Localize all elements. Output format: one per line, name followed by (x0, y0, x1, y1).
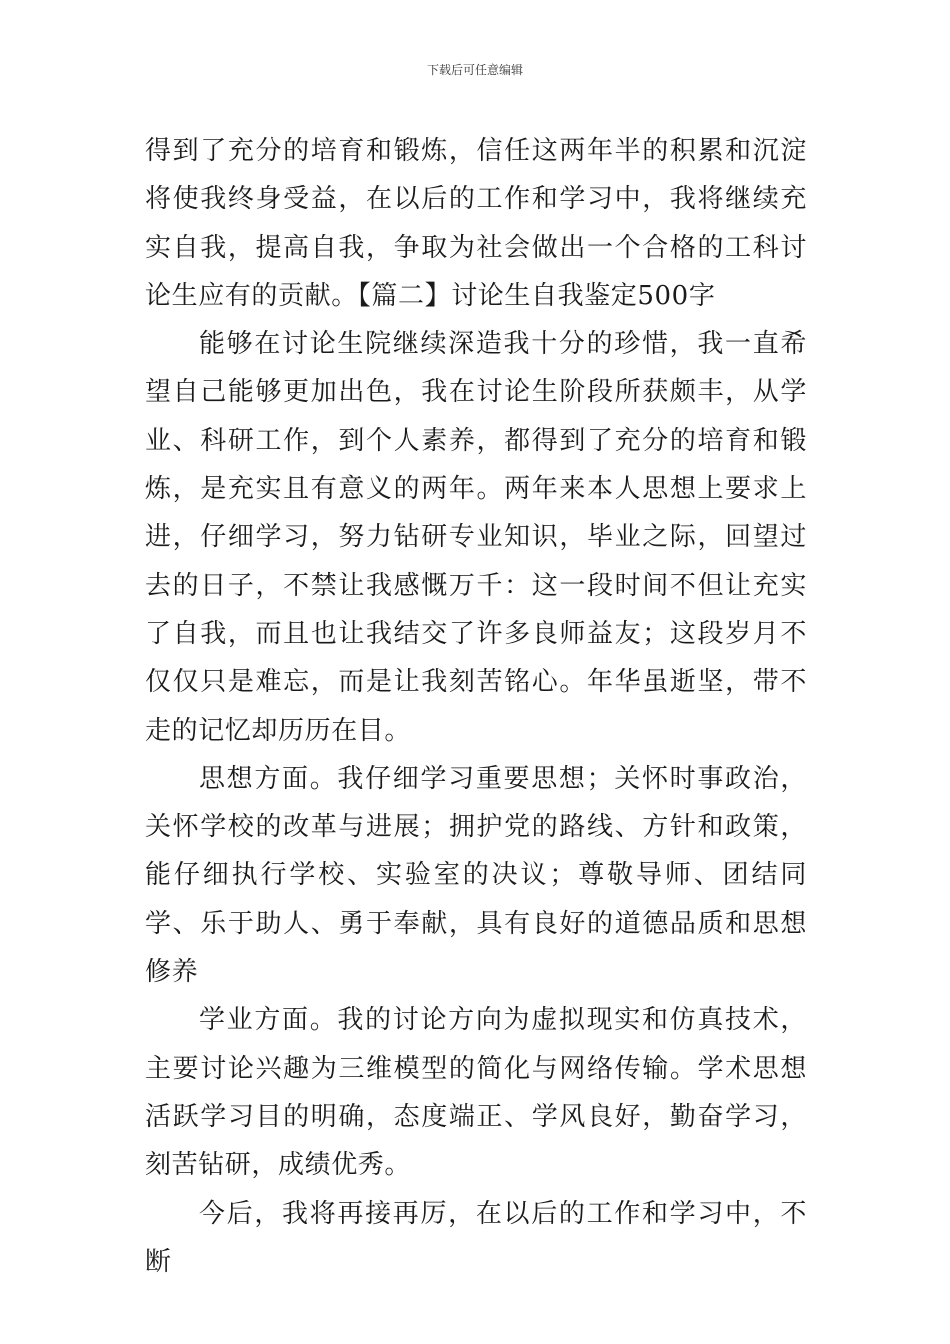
paragraph-2: 能够在讨论生院继续深造我十分的珍惜，我一直希望自己能够更加出色，我在讨论生阶段所获颇丰，从学业、科研工作，到个人素养，都得到了充分的培育和锻炼，是充实且有意义的两年。两年来本人思想上要求上进，仔细学习，努力钻研专业知识，毕业之际，回望过去的日子，不禁让我感慨万千：这一段时间不但让充实了自我，而且也让我结交了许多良师益友；这段岁月不仅仅只是难忘，而是让我刻苦铭心。年华虽逝坚，带不走的记忆却历历在目。 (145, 329, 807, 746)
paragraph-3: 思想方面。我仔细学习重要思想；关怀时事政治，关怀学校的改革与进展；拥护党的路线、方针和政策，能仔细执行学校、实验室的决议；尊敬导师、团结同学、乐于助人、勇于奉献，具有良好的道德品质和思想修养 (145, 763, 807, 988)
page-header: 下载后可任意编辑 (426, 63, 523, 77)
paragraph-1: 得到了充分的培育和锻炼，信任这两年半的积累和沉淀将使我终身受益，在以后的工作和学习中，我将继续充实自我，提高自我，争取为社会做出一个合格的工科讨论生应有的贡献。【篇二】讨论生自我鉴定500字 (145, 136, 807, 311)
paragraph-5: 今后，我将再接再厉，在以后的工作和学习中，不断 (145, 1198, 807, 1277)
paragraph-4: 学业方面。我的讨论方向为虚拟现实和仿真技术，主要讨论兴趣为三维模型的简化与网络传输。学术思想活跃学习目的明确，态度端正、学风良好，勤奋学习，刻苦钻研，成绩优秀。 (145, 1005, 807, 1181)
document-body (145, 127, 807, 1286)
